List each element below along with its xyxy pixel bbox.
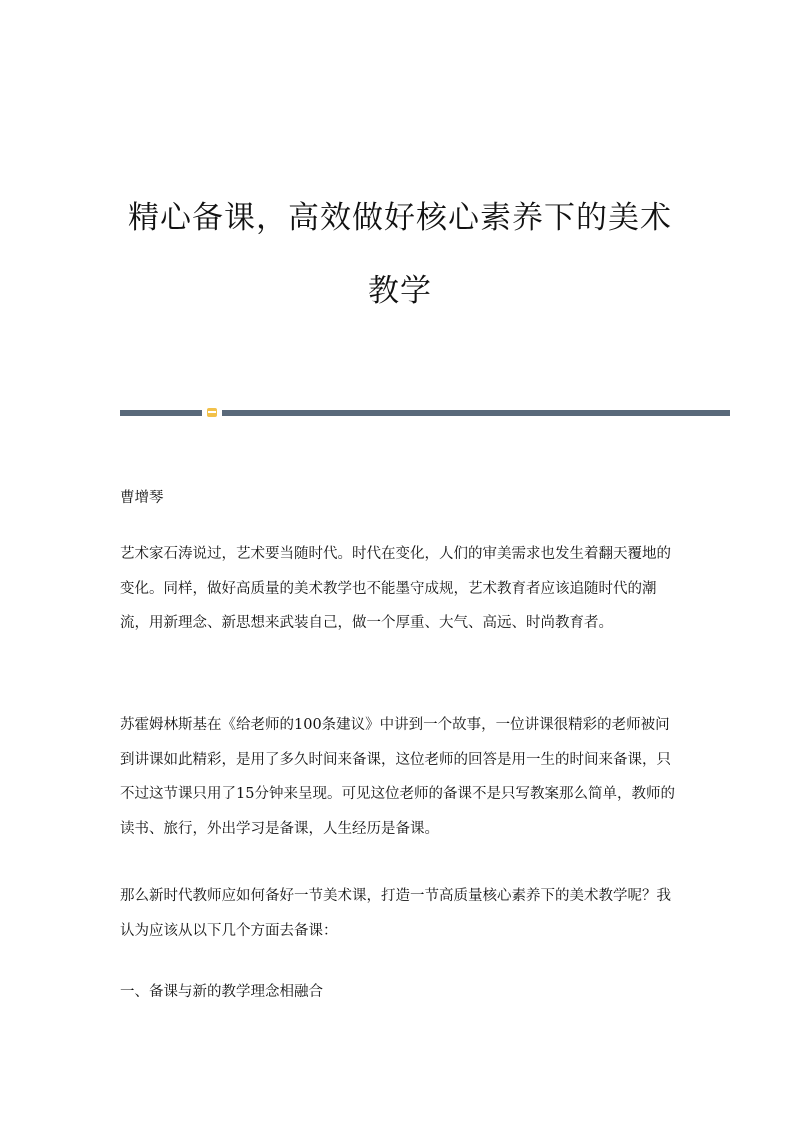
document-title-line-1: 精心备课，高效做好核心素养下的美术 xyxy=(128,200,672,236)
paragraph-2: 苏霍姆林斯基在《给老师的100条建议》中讲到一个故事，一位讲课很精彩的老师被问到讲课如此精彩，是用了多久时间来备课，这位老师的回答是用一生的时间来备课，只不过这节课只用了15分钟来呈现。可见这位老师的备课不是只写教案那么简单，教师的读书、旅行，外出学习是备课，人生经历是备课。 xyxy=(120,717,675,837)
paragraph-1: 艺术家石涛说过，艺术要当随时代。时代在变化，人们的审美需求也发生着翻天覆地的变化。同样，做好高质量的美术教学也不能墨守成规，艺术教育者应该追随时代的潮流，用新理念、新思想来武装自己，做一个厚重、大气、高远、时尚教育者。 xyxy=(120,546,671,631)
author-name: 曹增琴 xyxy=(120,490,164,506)
title-divider xyxy=(120,408,730,418)
paragraph-3: 那么新时代教师应如何备好一节美术课，打造一节高质量核心素养下的美术教学呢？我认为应该从以下几个方面去备课： xyxy=(120,888,671,939)
section-heading: 一、备课与新的教学理念相融合 xyxy=(120,984,323,1000)
divider-bar-right xyxy=(222,410,730,416)
divider-marker-icon xyxy=(207,408,217,417)
document-title-line-2: 教学 xyxy=(368,273,432,309)
divider-bar-left xyxy=(120,410,202,416)
